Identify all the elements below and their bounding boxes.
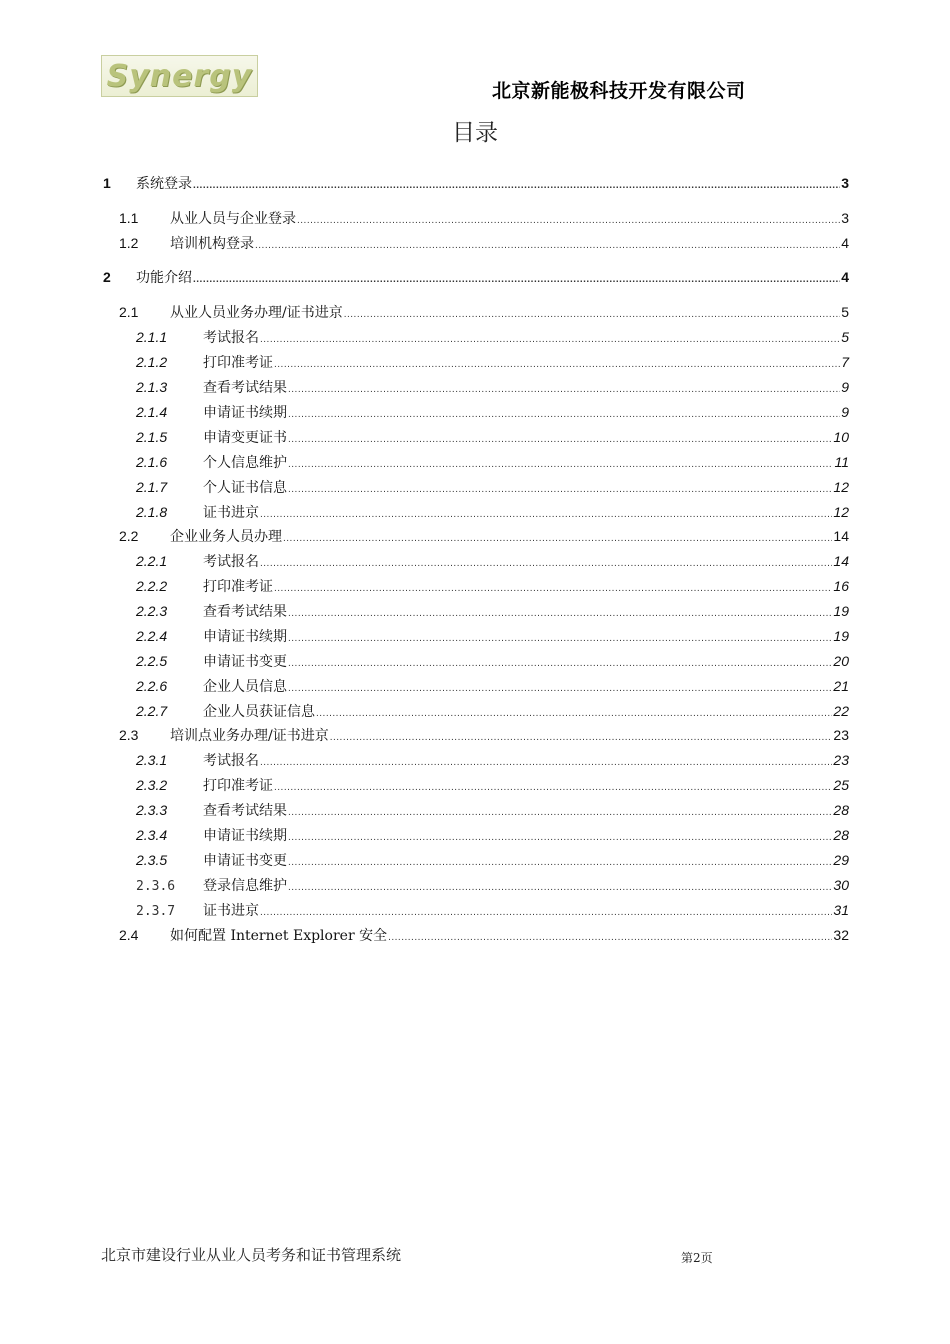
toc-entry-page: 23 — [833, 752, 849, 768]
toc-entry-title: 查看考试结果 — [203, 604, 287, 620]
toc-entry-title: 培训点业务办理/证书进京 — [170, 728, 329, 744]
toc-entry-title: 申请证书续期 — [203, 405, 287, 421]
toc-entry[interactable] — [136, 651, 849, 671]
toc-entry-title: 查看考试结果 — [203, 803, 287, 819]
toc-entry[interactable] — [119, 925, 849, 945]
toc-entry-page: 12 — [833, 479, 849, 495]
footer-system-name: 北京市建设行业从业人员考务和证书管理系统 — [101, 1246, 402, 1264]
toc-entry[interactable] — [136, 701, 849, 721]
toc-entry[interactable] — [136, 551, 849, 571]
toc-leader-dots — [288, 629, 832, 649]
toc-entry-number: 2.3.6 — [136, 879, 176, 894]
toc-leader-dots — [255, 236, 840, 256]
toc-entry-title: 打印准考证 — [203, 579, 273, 595]
toc-entry-title: 申请证书续期 — [203, 828, 287, 844]
toc-entry[interactable] — [119, 233, 849, 253]
toc-entry-number: 1 — [103, 175, 111, 191]
toc-leader-dots — [330, 728, 833, 748]
toc-entry-page: 19 — [833, 628, 849, 644]
toc-entry-number: 2.3.2 — [136, 777, 168, 793]
toc-entry-number: 2.3.7 — [136, 904, 176, 919]
toc-entry-page: 4 — [841, 235, 849, 251]
toc-leader-dots — [288, 654, 832, 674]
toc-title: 目录 — [452, 120, 498, 146]
toc-entry-title: 查看考试结果 — [203, 380, 287, 396]
toc-leader-dots — [283, 529, 832, 549]
toc-leader-dots — [288, 604, 832, 624]
toc-entry[interactable] — [136, 477, 849, 497]
toc-entry-number: 1.2 — [119, 235, 139, 251]
toc-entry[interactable] — [119, 302, 849, 322]
toc-entry-page: 25 — [833, 777, 849, 793]
toc-entry-number: 2.1.3 — [136, 379, 168, 395]
toc-entry[interactable] — [136, 377, 849, 397]
toc-entry-number: 2.2.1 — [136, 553, 168, 569]
toc-entry-title: 企业人员获证信息 — [203, 704, 315, 720]
toc-leader-dots — [288, 878, 832, 898]
company-name: 北京新能极科技开发有限公司 — [492, 80, 746, 102]
toc-entry-title: 考试报名 — [203, 753, 259, 769]
toc-entry-title: 考试报名 — [203, 554, 259, 570]
toc-entry-page: 32 — [833, 927, 849, 943]
toc-entry-title: 申请变更证书 — [203, 430, 287, 446]
toc-entry-page: 29 — [833, 852, 849, 868]
toc-leader-dots — [288, 679, 832, 699]
toc-entry[interactable] — [136, 875, 849, 895]
toc-entry-title: 系统登录 — [136, 176, 192, 192]
toc-entry-number: 2.2.6 — [136, 678, 168, 694]
toc-entry-page: 14 — [833, 528, 849, 544]
toc-entry-number: 2.3.5 — [136, 852, 168, 868]
toc-entry-page: 31 — [833, 902, 849, 918]
toc-entry-number: 2.1.1 — [136, 329, 168, 345]
toc-leader-dots — [288, 480, 832, 500]
toc-entry-title: 申请证书变更 — [203, 853, 287, 869]
toc-entry-page: 28 — [833, 827, 849, 843]
toc-entry-number: 2.1 — [119, 304, 139, 320]
toc-entry-page: 28 — [833, 802, 849, 818]
toc-entry-title: 证书进京 — [203, 903, 259, 919]
toc-entry-title: 个人证书信息 — [203, 480, 287, 496]
toc-entry-page: 7 — [841, 354, 849, 370]
toc-leader-dots — [288, 405, 840, 425]
toc-entry-title: 从业人员与企业登录 — [170, 211, 296, 227]
toc-entry-number: 1.1 — [119, 210, 139, 226]
toc-entry-number: 2.2.3 — [136, 603, 168, 619]
toc-entry-number: 2.3.1 — [136, 752, 168, 768]
toc-leader-dots — [260, 903, 832, 923]
toc-entry-page: 4 — [841, 269, 849, 285]
toc-entry[interactable] — [136, 900, 849, 920]
toc-leader-dots — [297, 211, 840, 231]
toc-entry-number: 2.1.4 — [136, 404, 168, 420]
toc-entry-page: 12 — [833, 504, 849, 520]
toc-entry-page: 30 — [833, 877, 849, 893]
toc-entry[interactable] — [136, 502, 849, 522]
toc-entry[interactable] — [136, 452, 849, 472]
toc-leader-dots — [288, 430, 832, 450]
toc-entry[interactable] — [136, 750, 849, 770]
toc-entry-title: 企业业务人员办理 — [170, 529, 282, 545]
toc-entry-number: 2.1.5 — [136, 429, 168, 445]
toc-entry-number: 2.4 — [119, 927, 139, 943]
toc-entry-title: 登录信息维护 — [203, 878, 287, 894]
toc-entry[interactable] — [136, 850, 849, 870]
toc-entry-page: 10 — [833, 429, 849, 445]
toc-entry-page: 3 — [841, 210, 849, 226]
toc-leader-dots — [288, 380, 840, 400]
toc-entry-title: 打印准考证 — [203, 355, 273, 371]
toc-entry-title: 申请证书续期 — [203, 629, 287, 645]
toc-entry[interactable] — [136, 327, 849, 347]
toc-entry-title: 申请证书变更 — [203, 654, 287, 670]
toc-entry-title: 从业人员业务办理/证书进京 — [170, 305, 343, 321]
toc-entry[interactable] — [136, 427, 849, 447]
toc-entry-number: 2.2 — [119, 528, 139, 544]
toc-leader-dots — [288, 853, 832, 873]
toc-entry-page: 9 — [841, 404, 849, 420]
toc-entry[interactable] — [136, 775, 849, 795]
toc-entry-page: 11 — [834, 454, 849, 470]
toc-entry[interactable] — [136, 402, 849, 422]
toc-entry[interactable] — [136, 626, 849, 646]
toc-entry[interactable] — [103, 173, 849, 193]
toc-leader-dots — [288, 455, 833, 475]
toc-entry-title: 企业人员信息 — [203, 679, 287, 695]
toc-leader-dots — [316, 704, 832, 724]
toc-leader-dots — [260, 505, 832, 525]
toc-entry-page: 5 — [841, 329, 849, 345]
toc-entry-number: 2.3.3 — [136, 802, 168, 818]
toc-leader-dots — [193, 270, 840, 290]
toc-entry-number: 2 — [103, 269, 111, 285]
toc-entry-number: 2.1.2 — [136, 354, 168, 370]
toc-entry[interactable] — [136, 676, 849, 696]
toc-entry-number: 2.2.7 — [136, 703, 168, 719]
toc-entry-number: 2.1.6 — [136, 454, 168, 470]
toc-entry-page: 16 — [833, 578, 849, 594]
toc-entry[interactable] — [136, 825, 849, 845]
footer-page-number: 第2页 — [681, 1251, 713, 1265]
toc-entry-number: 2.1.7 — [136, 479, 168, 495]
toc-entry-page: 20 — [833, 653, 849, 669]
toc-entry[interactable] — [119, 208, 849, 228]
toc-leader-dots — [288, 828, 832, 848]
toc-leader-dots — [260, 753, 832, 773]
toc-entry-page: 21 — [833, 678, 849, 694]
toc-entry-number: 2.2.2 — [136, 578, 168, 594]
toc-entry-page: 22 — [833, 703, 849, 719]
toc-leader-dots — [260, 330, 840, 350]
toc-entry-page: 14 — [833, 553, 849, 569]
toc-entry-title: 考试报名 — [203, 330, 259, 346]
toc-entry[interactable] — [136, 352, 849, 372]
toc-entry[interactable] — [119, 526, 849, 546]
toc-entry-page: 19 — [833, 603, 849, 619]
toc-entry-title: 打印准考证 — [203, 778, 273, 794]
toc-leader-dots — [274, 778, 832, 798]
toc-entry-number: 2.2.5 — [136, 653, 168, 669]
toc-entry-title: 个人信息维护 — [203, 455, 287, 471]
toc-leader-dots — [388, 928, 832, 948]
toc-entry[interactable] — [136, 576, 849, 596]
logo-text: Synergy — [106, 58, 253, 94]
toc-entry-title: 证书进京 — [203, 505, 259, 521]
toc-entry-page: 5 — [841, 304, 849, 320]
toc-entry-page: 3 — [841, 175, 849, 191]
toc-leader-dots — [288, 803, 832, 823]
toc-leader-dots — [274, 579, 832, 599]
toc-leader-dots — [260, 554, 832, 574]
toc-entry-page: 23 — [833, 727, 849, 743]
toc-entry-number: 2.2.4 — [136, 628, 168, 644]
toc-entry-number: 2.3.4 — [136, 827, 168, 843]
toc-entry[interactable] — [136, 601, 849, 621]
toc-entry-number: 2.3 — [119, 727, 139, 743]
toc-entry-title: 如何配置 Internet Explorer 安全 — [170, 928, 388, 944]
toc-entry-title: 功能介绍 — [136, 270, 192, 286]
toc-entry[interactable] — [119, 725, 849, 745]
toc-entry-page: 9 — [841, 379, 849, 395]
toc-leader-dots — [274, 355, 840, 375]
toc-entry-number: 2.1.8 — [136, 504, 168, 520]
toc-entry-title: 培训机构登录 — [170, 236, 254, 252]
toc-entry[interactable] — [103, 267, 849, 287]
toc-entry[interactable] — [136, 800, 849, 820]
toc-leader-dots — [193, 176, 840, 196]
toc-leader-dots — [344, 305, 840, 325]
